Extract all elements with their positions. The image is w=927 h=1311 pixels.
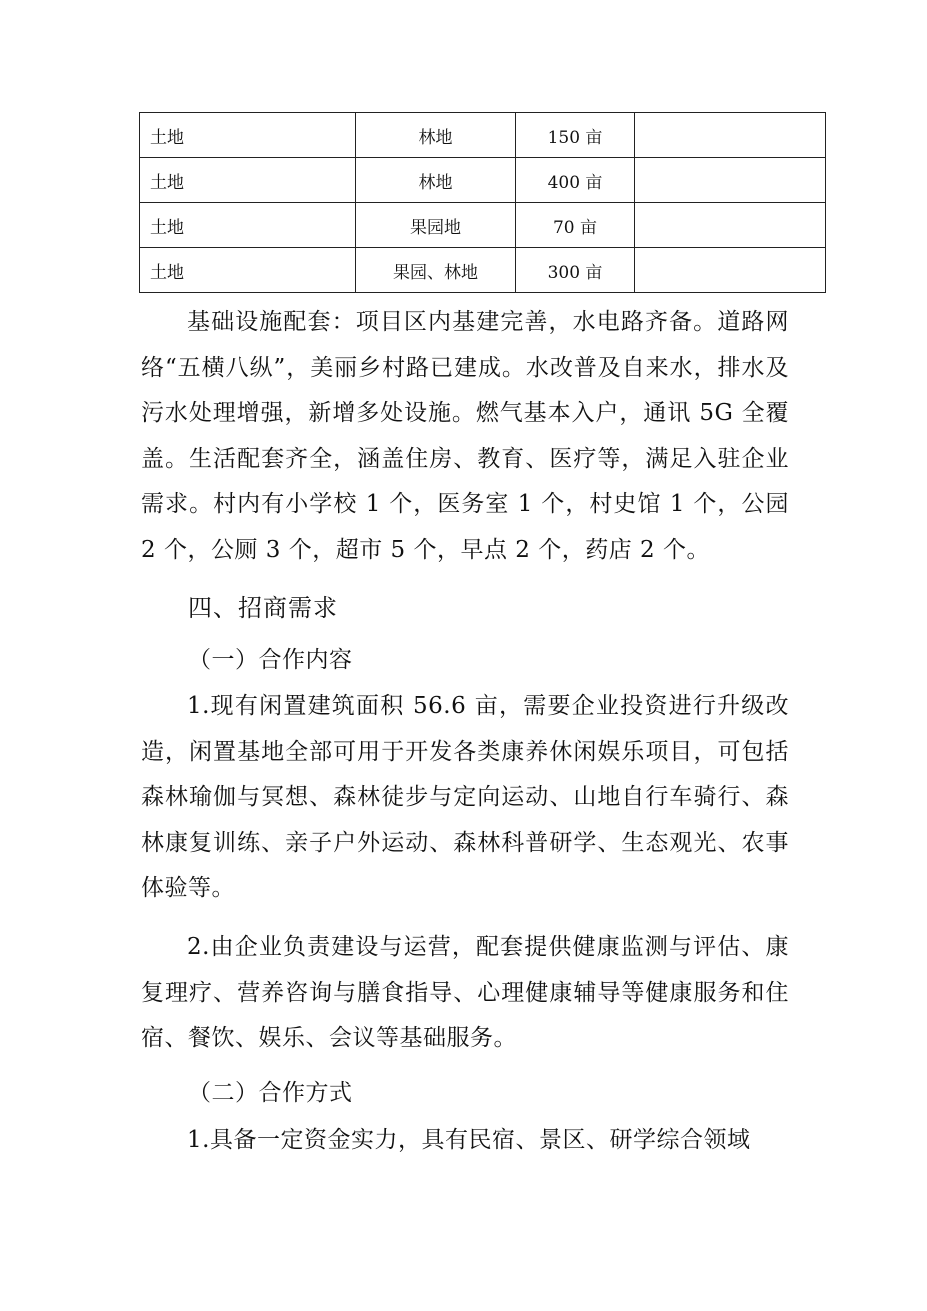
cooperation-content-item-1: 1.现有闲置建筑面积 56.6 亩，需要企业投资进行升级改造，闲置基地全部可用于开发各类康养休闲娱乐项目，可包括森林瑜伽与冥想、森林徒步与定向运动、山地自行车骑行、森林康复训练、亲子户外运动、森林科普研学、生态观光、农事体验等。 bbox=[141, 693, 789, 901]
land-area-cell: 150 亩 bbox=[516, 113, 635, 158]
land-note-cell bbox=[635, 248, 826, 293]
land-note-cell bbox=[635, 113, 826, 158]
land-kind-cell: 果园、林地 bbox=[356, 248, 516, 293]
land-table bbox=[139, 112, 826, 293]
cooperation-method-item-1: 1.具备一定资金实力，具有民宿、景区、研学综合领域 bbox=[187, 1127, 751, 1153]
land-kind-cell: 果园地 bbox=[356, 203, 516, 248]
land-area-cell: 300 亩 bbox=[516, 248, 635, 293]
land-kind-cell: 林地 bbox=[356, 113, 516, 158]
table-row bbox=[140, 158, 826, 203]
land-note-cell bbox=[635, 158, 826, 203]
land-type-cell: 土地 bbox=[140, 158, 356, 203]
land-area-cell: 400 亩 bbox=[516, 158, 635, 203]
subsection-heading-cooperation-content: （一）合作内容 bbox=[188, 647, 353, 673]
table-row bbox=[140, 203, 826, 248]
land-type-cell: 土地 bbox=[140, 113, 356, 158]
land-area-cell: 70 亩 bbox=[516, 203, 635, 248]
land-kind-cell: 林地 bbox=[356, 158, 516, 203]
land-type-cell: 土地 bbox=[140, 203, 356, 248]
subsection-heading-cooperation-method: （二）合作方式 bbox=[188, 1080, 353, 1106]
table-row bbox=[140, 248, 826, 293]
land-type-cell: 土地 bbox=[140, 248, 356, 293]
cooperation-content-item-2: 2.由企业负责建设与运营，配套提供健康监测与评估、康复理疗、营养咨询与膳食指导、心理健康辅导等健康服务和住宿、餐饮、娱乐、会议等基础服务。 bbox=[141, 934, 789, 1051]
land-note-cell bbox=[635, 203, 826, 248]
infrastructure-paragraph: 基础设施配套：项目区内基建完善，水电路齐备。道路网络“五横八纵”，美丽乡村路已建成。水改普及自来水，排水及污水处理增强，新增多处设施。燃气基本入户，通讯 5G 全覆盖。生活配套齐全，涵盖住房、教育、医疗等，满足入驻企业需求。村内有小学校 1 个，医务室 1 个，村史馆 1 个，公园 2 个，公厕 3 个，超市 5 个，早点 2 个，药店 2 个。 bbox=[141, 309, 789, 563]
table-row bbox=[140, 113, 826, 158]
section-heading-investment-needs: 四、招商需求 bbox=[188, 594, 338, 622]
